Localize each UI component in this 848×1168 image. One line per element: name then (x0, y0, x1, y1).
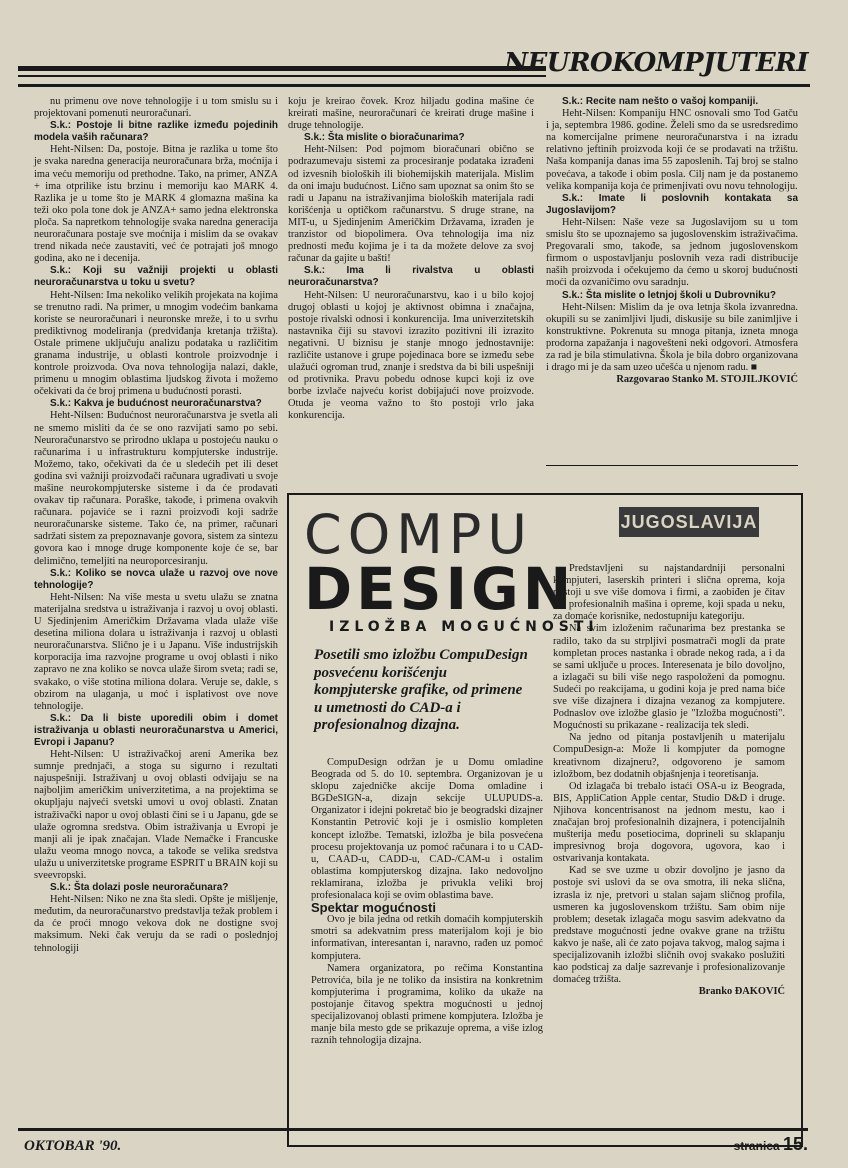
header-rule-bottom (18, 75, 546, 77)
interview-question: S.k.: Koji su važniji projekti u oblasti neuroračunarstva u toku u svetu? (34, 265, 278, 289)
article-column-3 (546, 96, 798, 386)
box-column-b (553, 563, 785, 998)
paragraph: Heht-Nilsen: Niko ne zna šta sledi. Opšte je mišljenje, međutim, da neuroračunarstvo predstavlja težak problem i da će proći mnogo vekova dok ne dostigne svoj maksimum. Neki čak veruju da se radi o poslednjoj tehnologiji (34, 894, 278, 954)
paragraph: Heht-Nilsen: Ima nekoliko velikih projekata na kojima se trenutno radi. Na primer, u mnogim vodećim bankama koriste se neuroračunari i neuronske mreže, i to u svrhu prediktivnog modeliranja (predviđanja kretanja tržišta). Ostale primene uključuju analizu podataka u različitim granama industrije, u oblasti kontrole proizvodnje i kontrole proizvoda. Ova nova tehnologija nalazi, dakle, primenu u mnogim oblastima ljudskog života i možemo očekivati da će broj primena u budućnosti porasti. (34, 289, 278, 398)
paragraph: nu primenu ove nove tehnologije i u tom smislu su i projektovani pomenuti neuroračunari. (34, 96, 278, 120)
paragraph: Heht-Nilsen: Pod pojmom bioračunari obično se podrazumevaju sistemi za procesiranje podataka izrađeni od izvesnih bioloških ili biohemijskih materijala. Mislim da oni imaju budućnost. Lično sam upoznat sa onim što se radi u Japanu na istraživanjima bioloških materijala radi korišćenja u optičkom računarstvu. S druge strane, na MIT-u, u Sjedinjenim Američkim Državama, izrađen je tranzistor od biopolimera. Ova tehnologija ima niz prednosti među kojima je i ta da možete delove za svoj računar da gajite u bašti! (288, 144, 534, 265)
paragraph: Heht-Nilsen: Kompaniju HNC osnovali smo Tod Gatču i ja, septembra 1986. godine. Želeli smo da se usredsredimo na komercijalne primene neuroračunarstva i na izradu relativno jeftinih proizvoda koji će se prodavati na tržištu. Naša kompanija danas ima 55 zaposlenih. Taj broj se stalno povećava, a takođe i obim posla. Cilj nam je da postanemo velika kompanija koja će primenjivati ovu novu tehnologiju. (546, 108, 798, 192)
interview-question: S.k.: Šta dolazi posle neuroračunara? (50, 882, 229, 894)
author-signature: Branko ĐAKOVIĆ (698, 986, 785, 998)
interview-question: S.k.: Ima li rivalstva u oblasti neuroračunarstva? (288, 265, 534, 289)
footer-page-word: stranica (733, 1139, 780, 1153)
box-column-a (311, 757, 543, 1047)
section-tag: JUGOSLAVIJA (619, 507, 759, 537)
paragraph: Na jedno od pitanja postavljenih u materijalu CompuDesign-a: Može li kompjuter da pomogne kreativnom dizajneru?, odgovoreno je samom izložbom, bez dodatnih objašnjenja i teoretisanja. (553, 732, 785, 780)
footer-page (734, 1134, 808, 1155)
header-rule-top (18, 66, 546, 71)
article-column-2 (288, 96, 534, 423)
interview-question: S.k.: Koliko se novca ulaže u razvoj ove nove tehnologije? (34, 567, 278, 591)
paragraph: Na svim izloženim računarima bez prestanka se radilo, tako da su strpljivi posmatrači mogli da prate kompletan proces nastanka i obrade nekog rada, a i da se sami uključe u proces. Interesenata je bilo dovoljno, a izlagači su bili više nego raspoloženi da pomognu. Sudeći po reakcijama, u godini koja je pred nama biće sve više dizajnera i dizajna vezanog za kompjutere. Podnaslov ove izložbe glasio je "Izložba mogućnosti". Mogućnosti su prikazane - realizacija tek sledi. (553, 623, 785, 732)
author-signature: Razgovarao Stanko M. STOJILJKOVIĆ (616, 374, 798, 386)
paragraph: Heht-Nilsen: Da, postoje. Bitna je razlika u tome što je svaka naredna generacija neuroračunara brža, moćnija i ima veću memoriju od prethodne. Tako, na primer, ANZA + ima otprilike istu brzinu i memoriju kao MARK 4. Razlika je u tome što je MARK 4 glomazna mašina ka teži oko pola tone dok je ANZA+ samo jedna elektronska ploča. Sa napretkom tehnologije svaka naredna generacija neuroračunara postaje sve moćnija i mislim da se ovakav trend nikada neće zaustaviti, već će potrajati još mnogo godina, ako ne i decenija. (34, 144, 278, 265)
footer-month: OKTOBAR '90. (24, 1138, 122, 1154)
paragraph: Od izlagača bi trebalo istaći OSA-u iz Beograda, BIS, AppliCation Apple centar, Studio D&D i druge. Njihova koncentrisanost na jednom mestu, kao i značajan broj profesionalnih dizajnera, i potencijalnih mušterija među posetiocima, doprineli su sklapanju impresivnog broja dogovora, ugovora, kao i ostvarivanja kontakata. (553, 780, 785, 865)
paragraph: Heht-Nilsen: Mislim da je ova letnja škola izvanredna. okupili su se zanimljivi ljudi, diskusije su bile zanimljive i konstruktivne. Pokrenuta su mnoga pitanja, izneta mnoga prodorna zapažanja i nagovešteni neki odgovori. Atmosfera za rad je bila stimulativna. Škola je bila dobro organizovana i drago mi je da sam uzeo učešća u njenom radu. ■ (546, 301, 798, 374)
paragraph: Namera organizatora, po rečima Konstantina Petrovića, bila je ne toliko da insistira na konkretnim kompjuterima i programima, koliko da ukaže na postojanje čitavog spektra mogućnosti u jednoj specijalizovanoj oblasti primene kompjutera. Izložba je manje bila mesto gde se prikazuje oprema, a više izlog raznih tehnologija dizajna. (311, 962, 543, 1047)
interview-question: S.k.: Imate li poslovnih kontakata sa Jugoslavijom? (546, 192, 798, 216)
footer-page-number: 15. (782, 1134, 808, 1154)
paragraph: Heht-Nilsen: Naše veze sa Jugoslavijom su u tom smislu što se upoznajemo sa jugoslovenskim istraživačima. Pregovarali smo, takođe, sa jednom jugoslovenskom firmom o uspostavljanju poslovnih veza radi distribucije naših proizvoda i očekujemo da ćemo u skoroj budućnosti moći da ozvaničimo ovu saradnju. (546, 216, 798, 289)
interview-question: S.k.: Postoje li bitne razlike između pojedinih modela vaših računara? (34, 120, 278, 144)
interview-question: S.k.: Šta mislite o bioračunarima? (304, 132, 465, 144)
paragraph: Heht-Nilsen: U neuroračunarstvu, kao i u bilo kojoj drugoj oblasti u kojoj je aktivnost obimna i značajna, postoje rivalski odnosi i konkurencija. Ima univerzitetskih nastavnika čiji su stavovi izrazito pozitivni ili izrazito negativni. U biznisu je stanje mnogo jednostavnije: različite ustanove i grupe pojedinaca bore se između sebe ulažući ogroman trud, znanje i sredstva da bi bili uspešniji od protivnika. Pravu pobedu odnose kupci koji iz ove borbe izvlače najveću korist dobijajući nove proizvode. Otuda je veoma važno to što postoji vrlo jaka konkurencija. (288, 289, 534, 422)
header-underline (18, 84, 810, 87)
article-column-1 (34, 96, 278, 955)
logo-subtitle: IZLOŽBA MOGUĆNOSTI (329, 619, 599, 635)
compudesign-box (287, 493, 803, 1147)
article-end-rule (546, 465, 798, 466)
paragraph: koju je kreirao čovek. Kroz hiljadu godina mašine će kreirati mašine, neuroračunari će kreirati druge mašine i druge tehnologije. (288, 96, 534, 132)
paragraph: Heht-Nilsen: U istraživačkoj areni Amerika bez sumnje prednjači, a stoga su sigurno i rezultati najuspešniji. Istraživanj u ovoj oblasti odvijaju se na najboljim američkim univerzitetima, a na projektima se okupljaju najveći svetski umovi u ovoj oblasti. Znatan istraživački napor u ovoj oblasti čini se i u Japanu, gde se ulaže ogromna sredstva. Obim istraživanja u Evropi je manji ali je ipak značajan. Vlade Nemačke i Francuske ulažu veoma mnogo novca, a takođe se velika sredstva ulažu u univerzitetske programe ESPRIT u BRAIN koji su sveevropski. (34, 749, 278, 881)
subheading: Spektar mogućnosti (311, 900, 436, 916)
interview-question: S.k.: Recite nam nešto o vašoj kompaniji. (562, 96, 759, 107)
logo-design: DESIGN (304, 555, 576, 623)
interview-question: S.k.: Šta mislite o letnjoj školi u Dubrovniku? (562, 289, 776, 301)
paragraph: Kad se sve uzme u obzir dovoljno je jasno da postoje svi uslovi da se ova smotra, ili neka slična, izrasla iz nje, pretvori u stalan sajam sličnog profila, usmeren ka jugoslovenskom tržištu. Sam obim nije problem; desetak izlagača mogu sasvim adekvatno da predstave mogućnosti jedne ovakve grane na tržištu kakvo je naše, ali će zato pojava takvog, malog sajma i specijalizovanih izložbi sličnih ovoj svakako poslužiti kao podsticaj za dalje sazrevanje i profesionalizovanje domaćeg tržišta. (553, 865, 785, 986)
lead-paragraph: Posetili smo izložbu CompuDesign posvećenu korišćenju kompjuterske grafike, od primene u umetnosti do CAD-a i profesionalnog dizajna. (314, 647, 528, 733)
paragraph: Predstavljeni su najstandardniji personalni kompjuteri, laserskih printeri i slična oprema, koja postoji u sve više domova i firmi, a zaobiđen je čitav niz profesionalnih mašina i opreme, koji spada u neku, za domaće korisnike, nedostupniju kategoriju. (553, 563, 785, 623)
logo-compu: COMPU (304, 503, 533, 566)
interview-question: S.k.: Da li biste uporedili obim i domet istraživanja u oblasti neuroračunarstva u Americi, Evropi i Japanu? (34, 712, 278, 748)
paragraph: Heht-Nilsen: Na više mesta u svetu ulažu se znatna materijalna sredstva u istraživanja i razvoj u ovoj oblasti. U Sjedinjenim Američkim Državama vlada ulaže više desetina miliona dolara u istraživanja i razvoj u oblasti neuroračunarstva. Slično je i u Japanu. Više industrijskih korporacija ima razvojne programe u ovoj oblasti i niko zapravo ne zna koliko se novca ulaže širom sveta; radi se, svakako, o više stotina miliona dolara. Veruje se, dakle, s obzirom na ulaganja, u moć i isplativost ove nove tehnologije. (34, 591, 278, 712)
interview-question: S.k.: Kakva je budućnost neuroračunarstva? (50, 398, 262, 410)
paragraph: Heht-Nilsen: Budućnost neuroračunarstva je svetla ali ne smemo misliti da će se ono razvijati samo po sebi. Neuroračunarstvo se prirodno uklapa u postojeću nauku o računarima i u infrastrukturu kompjuterske industrije. Možemo, tako, očekivati da će u sledećih pet ili deset godina svi važniji proizvođači računara ugrađivati u svoje mašine neurokompjuterske sisteme i da će prodavati ovakav tip računara. Poraške, takođe, i primena ovakvih računara. pojaviće se i razni proizvođi koji sadrže neuroračunarske sisteme. Tako će, na primer, računari sadržati sistem za prepoznavanje govora, sistem za sintezu govora kao i mnoge druge komponente koje će se, bar delimično, temeljiti na neuroporcesiranju. (34, 410, 278, 567)
paragraph: Ovo je bila jedna od retkih domaćih kompjuterskih smotri sa adekvatnim press materijalom koji je bio informativan, interesantan i, naravno, rađen uz pomoć kompjutera. (311, 914, 543, 962)
section-title: NEUROKOMPJUTERI (504, 48, 808, 78)
paragraph: CompuDesign održan je u Domu omladine Beograda od 5. do 10. septembra. Organizovan je u sklopu zajedničke akcije Doma omladine i BGDeSIGN-a, dizajn sekcije ULUPUDS-a. Organizator i idejni pokretač bio je beogradski dizajner Konstantin Petrović koji je i osmislio kompleten koncept izložbe. Tematski, izložba je bila posvećena procesu projektovanja uz pomoć računara i to u CAD-u, CAAD-u, CADD-u, CAD-/CAM-u i ostalim oblastima kompjuterskog dizajna. Iako nedovoljno reklamirana, izložba je privukla veliki broj profesionalaca koji se ovim oblastima bave. (311, 757, 543, 902)
footer-rule (18, 1128, 808, 1131)
